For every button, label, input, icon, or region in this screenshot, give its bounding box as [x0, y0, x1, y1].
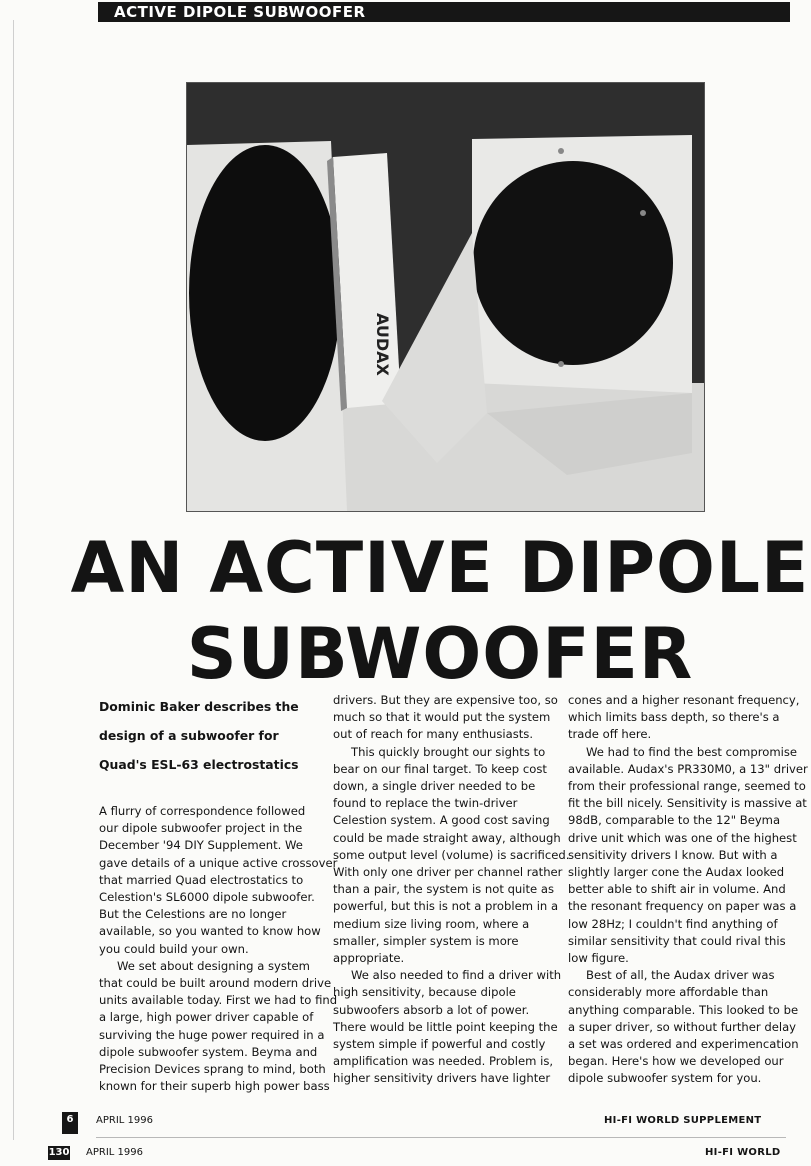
text-line: than a pair, the system is not quite as — [333, 882, 555, 897]
section-header: ACTIVE DIPOLE SUBWOOFER — [98, 2, 790, 22]
text-line: which limits bass depth, so there's a — [568, 710, 780, 725]
text-line: low figure. — [568, 951, 629, 966]
text-line: appropriate. — [333, 951, 405, 966]
text-line: out of reach for many enthusiasts. — [333, 727, 534, 742]
text-line: powerful, but this is not a problem in a — [333, 899, 559, 914]
text-line: from their professional range, seemed to — [568, 779, 806, 794]
text-line: This quickly brought our sights to — [351, 744, 546, 759]
text-line: anything comparable. This looked to be — [568, 1002, 799, 1017]
text-line: A flurry of correspondence followed — [99, 804, 306, 818]
standfirst — [99, 692, 321, 779]
page-number-secondary: 130 — [48, 1147, 70, 1158]
text-line: low 28Hz; I couldn't find anything of — [568, 916, 778, 931]
text-line: smaller, simpler system is more — [333, 933, 519, 948]
magazine-name: HI-FI WORLD SUPPLEMENT — [604, 1115, 762, 1126]
page-number: 6 — [62, 1112, 78, 1134]
text-line: the resonant frequency on paper was a — [568, 899, 797, 914]
text-line: some output level (volume) is sacrificed. — [333, 847, 570, 862]
text-line: subwoofers absorb a lot of power. — [333, 1002, 530, 1017]
text-line: high sensitivity, because dipole — [333, 985, 516, 1000]
text-line: available. Audax's PR330M0, a 13" driver — [568, 761, 808, 776]
title-line: SUBWOOFER — [186, 613, 694, 695]
standfirst-line: Quad's ESL-63 electrostatics — [99, 757, 299, 772]
text-line: began. Here's how we developed our — [568, 1054, 784, 1069]
footer-divider — [96, 1137, 786, 1138]
text-line: down, a single driver needed to be — [333, 779, 536, 794]
text-line: that married Quad electrostatics to — [99, 872, 304, 887]
text-line: amplification was needed. Problem is, — [333, 1054, 554, 1069]
text-line: drivers. But they are expensive too, so — [333, 693, 558, 707]
text-line: known for their superb high power bass — [99, 1079, 330, 1094]
text-line: surviving the huge power required in a — [99, 1027, 325, 1042]
text-line: We set about designing a system — [117, 958, 310, 973]
text-line: bear on our final target. To keep cost — [333, 761, 547, 776]
audax-box-label: AUDAX — [373, 313, 392, 376]
subwoofer-photo — [186, 82, 705, 512]
text-line: a large, high power driver capable of — [99, 1010, 314, 1025]
text-line: much so that it would put the system — [333, 710, 551, 725]
text-line: similar sensitivity that could rival this — [568, 933, 786, 948]
text-line: 98dB, comparable to the 12" Beyma — [568, 813, 781, 828]
text-line: found to replace the twin-driver — [333, 796, 518, 811]
text-line: dipole subwoofer system for you. — [568, 1071, 762, 1086]
text-line: could be made straight away, although — [333, 830, 561, 845]
text-line: sensitivity drivers I know. But with a — [568, 847, 778, 862]
text-line: With only one driver per channel rather — [333, 865, 563, 880]
text-line: We also needed to find a driver with — [351, 968, 562, 983]
text-line: medium size living room, where a — [333, 916, 530, 931]
column-2 — [333, 692, 570, 1088]
column-1 — [99, 692, 338, 1095]
right-driver-cone — [473, 161, 673, 365]
text-line: gave details of a unique active crossover — [99, 855, 338, 870]
text-line: cones and a higher resonant frequency, — [568, 693, 800, 707]
text-line: that could be built around modern drive — [99, 976, 332, 991]
text-line: a set was ordered and experimencation — [568, 1037, 799, 1052]
article-body — [99, 692, 808, 1094]
text-line: higher sensitivity drivers have lighter — [333, 1071, 551, 1086]
text-line: Celestion system. A good cost saving — [333, 813, 550, 828]
text-line: better able to shift air in volume. And — [568, 882, 786, 897]
text-line: We had to find the best compromise — [586, 744, 798, 759]
left-driver-cone — [189, 145, 341, 441]
text-line: considerably more affordable than — [568, 985, 769, 1000]
text-line: Celestion's SL6000 dipole subwoofer. — [99, 890, 315, 905]
article-title — [44, 525, 811, 697]
text-line: units available today. First we had to find — [99, 993, 338, 1008]
column-3 — [568, 692, 808, 1088]
page-edge — [13, 20, 14, 1140]
text-line: dipole subwoofer system. Beyma and — [99, 1044, 318, 1059]
text-line: But the Celestions are no longer — [99, 907, 287, 922]
issue-date: APRIL 1996 — [96, 1115, 153, 1126]
text-line: trade off here. — [568, 727, 652, 742]
text-line: available, so you wanted to know how — [99, 924, 321, 939]
text-line: December '94 DIY Supplement. We — [99, 838, 303, 853]
text-line: fit the bill nicely. Sensitivity is massive at — [568, 796, 807, 811]
text-line: system simple if powerful and costly — [333, 1037, 546, 1052]
text-line: a super driver, so without further delay — [568, 1019, 797, 1034]
title-line: AN ACTIVE DIPOLE — [70, 527, 810, 609]
text-line: There would be little point keeping the — [333, 1019, 558, 1034]
standfirst-line: design of a subwoofer for — [99, 728, 279, 743]
text-line: Precision Devices sprang to mind, both — [99, 1062, 326, 1077]
text-line: Best of all, the Audax driver was — [586, 968, 775, 983]
magazine-name-secondary: HI-FI WORLD — [705, 1147, 781, 1158]
text-line: our dipole subwoofer project in the — [99, 821, 303, 836]
standfirst-line: Dominic Baker describes the — [99, 699, 299, 714]
issue-date-secondary: APRIL 1996 — [86, 1147, 143, 1158]
text-line: drive unit which was one of the highest — [568, 830, 797, 845]
text-line: you could build your own. — [99, 941, 249, 956]
text-line: slightly larger cone the Audax looked — [568, 865, 785, 880]
